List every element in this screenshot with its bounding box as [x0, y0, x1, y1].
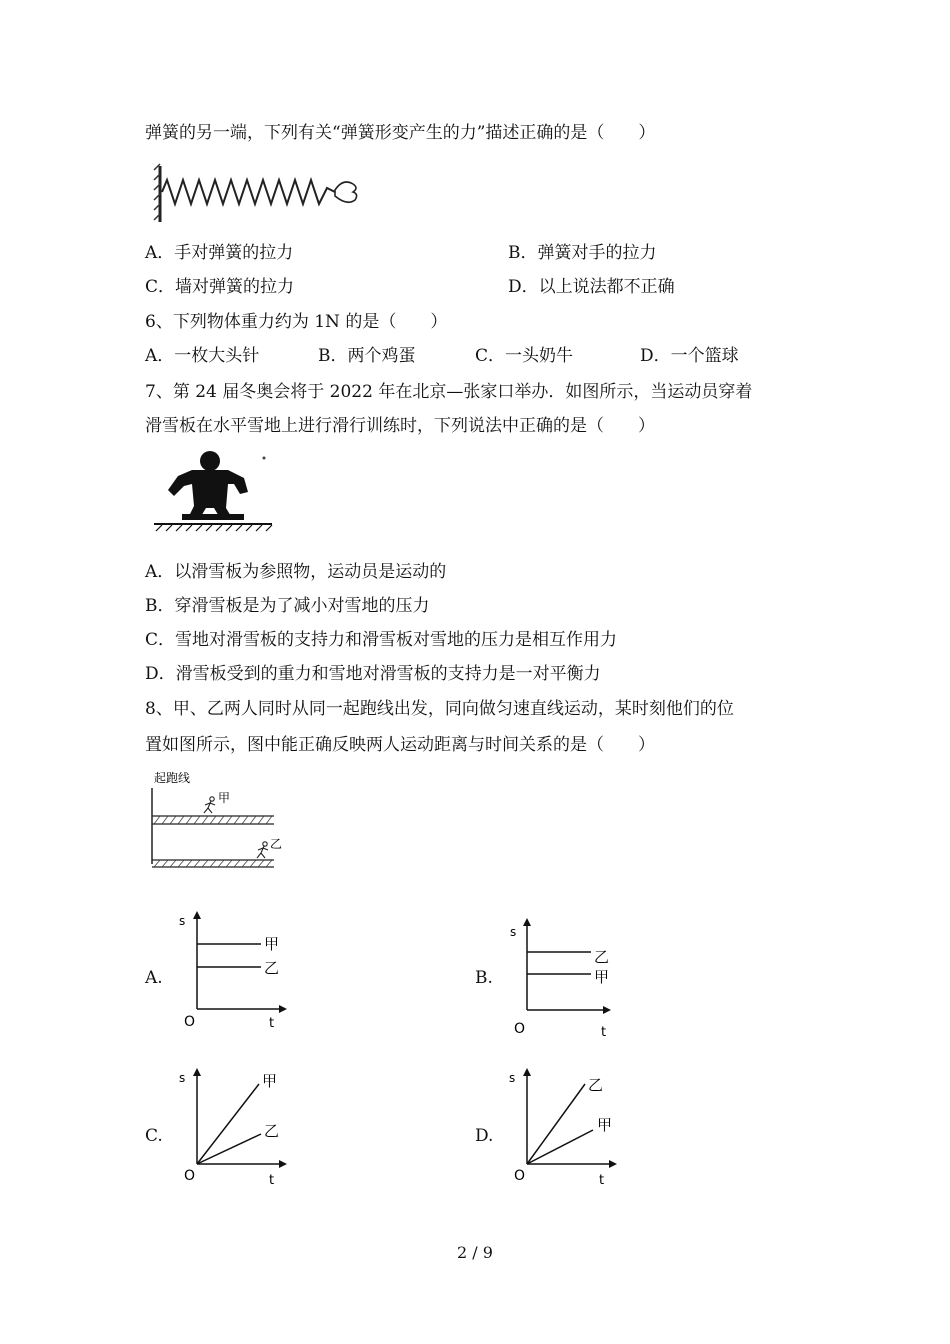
graph-a-bottom-label: 乙 [264, 959, 280, 977]
skier-figure [152, 448, 277, 533]
graph-d-y-label: s [509, 1071, 516, 1085]
page-number: 2 / 9 [457, 1243, 493, 1262]
graph-d-bottom-label: 甲 [597, 1116, 613, 1134]
graph-a-y-label: s [179, 914, 186, 928]
q5-option-a[interactable]: A．手对弹簧的拉力 [145, 243, 294, 263]
graph-d [505, 1062, 625, 1187]
graph-a [175, 905, 295, 1030]
q5-option-d[interactable]: D．以上说法都不正确 [508, 277, 675, 297]
q7-option-c[interactable]: C．雪地对滑雪板的支持力和滑雪板对雪地的压力是相互作用力 [145, 630, 618, 650]
graph-c-y-label: s [179, 1071, 186, 1085]
graph-a-x-label: t [269, 1016, 275, 1031]
q5-option-b[interactable]: B．弹簧对手的拉力 [508, 243, 657, 263]
q7-stem-line1: 7、第 24 届冬奥会将于 2022 年在北京—张家口举办．如图所示，当运动员穿着 [145, 382, 753, 402]
track-figure [148, 768, 283, 873]
q8-option-c[interactable]: C. [145, 1126, 163, 1146]
q8-option-d[interactable]: D. [475, 1126, 494, 1146]
graph-c [175, 1062, 295, 1187]
graph-b [505, 912, 625, 1040]
graph-b-top-label: 乙 [594, 948, 610, 966]
graph-d-top-label: 乙 [588, 1076, 604, 1094]
graph-a-origin: O [184, 1014, 196, 1030]
graph-b-x-label: t [601, 1025, 607, 1040]
runner-yi-label: 乙 [270, 837, 283, 851]
q8-stem-line2: 置如图所示，图中能正确反映两人运动距离与时间关系的是（ ） [145, 735, 655, 755]
q6-option-b[interactable]: B．两个鸡蛋 [318, 346, 416, 366]
graph-b-origin: O [514, 1021, 526, 1037]
graph-c-top-label: 甲 [262, 1072, 278, 1090]
graph-c-bottom-label: 乙 [264, 1122, 280, 1140]
graph-d-x-label: t [599, 1173, 605, 1188]
q6-stem: 6、下列物体重力约为 1N 的是（ ） [145, 312, 448, 332]
graph-c-origin: O [184, 1168, 196, 1184]
q6-option-d[interactable]: D．一个篮球 [640, 346, 739, 366]
q8-stem-line1: 8、甲、乙两人同时从同一起跑线出发，同向做匀速直线运动，某时刻他们的位 [145, 699, 734, 719]
q7-option-a[interactable]: A．以滑雪板为参照物，运动员是运动的 [145, 562, 447, 582]
runner-jia-icon [204, 797, 215, 813]
q6-option-a[interactable]: A．一枚大头针 [145, 346, 260, 366]
q6-option-c[interactable]: C．一头奶牛 [475, 346, 574, 366]
q8-option-b[interactable]: B. [475, 968, 493, 988]
q7-stem-line2: 滑雪板在水平雪地上进行滑行训练时，下列说法中正确的是（ ） [145, 416, 655, 436]
graph-c-x-label: t [269, 1173, 275, 1188]
graph-d-origin: O [514, 1168, 526, 1184]
start-line-label: 起跑线 [154, 771, 191, 785]
graph-b-bottom-label: 甲 [594, 968, 610, 986]
q5-stem: 弹簧的另一端，下列有关“弹簧形变产生的力”描述正确的是（ ） [145, 123, 656, 143]
runner-yi-icon [257, 842, 268, 858]
graph-b-y-label: s [510, 925, 517, 939]
q8-option-a[interactable]: A. [145, 968, 163, 988]
graph-a-top-label: 甲 [264, 935, 280, 953]
q5-option-c[interactable]: C．墙对弹簧的拉力 [145, 277, 295, 297]
runner-jia-label: 甲 [218, 791, 231, 805]
q7-option-d[interactable]: D．滑雪板受到的重力和雪地对滑雪板的支持力是一对平衡力 [145, 664, 601, 684]
spring-figure [150, 160, 370, 230]
q7-option-b[interactable]: B．穿滑雪板是为了减小对雪地的压力 [145, 596, 430, 616]
